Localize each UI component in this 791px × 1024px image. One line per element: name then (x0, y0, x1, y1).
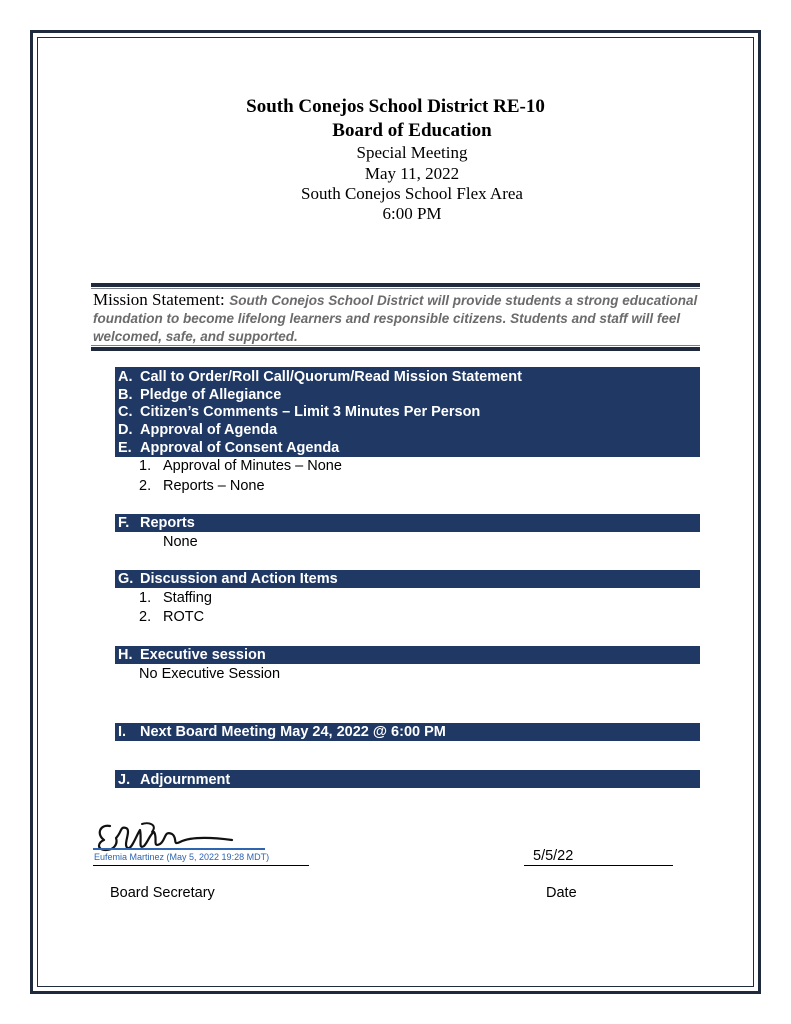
agenda-item-h: H. Executive session (118, 647, 266, 663)
meeting-date: May 11, 2022 (364, 164, 460, 183)
agenda-item-b: B. Pledge of Allegiance (118, 387, 282, 403)
mission-rule-bottom (91, 347, 700, 351)
agenda-e-sub-1: 1. Approval of Minutes – None (139, 458, 342, 474)
board-secretary-label: Board Secretary (110, 885, 215, 901)
mission-statement (93, 291, 703, 346)
agenda-item-c: C. Citizen’s Comments – Limit 3 Minutes Per Person (118, 404, 481, 420)
agenda-item-e: E. Approval of Consent Agenda (118, 440, 340, 456)
agenda-item-i: I. Next Board Meeting May 24, 2022 @ 6:00 PM (118, 724, 446, 740)
signature-caption: Eufemia Martinez (May 5, 2022 19:28 MDT) (94, 852, 270, 862)
date-line (524, 865, 673, 866)
agenda-bar-f (115, 514, 700, 532)
agenda-f-sub: None (163, 534, 198, 550)
agenda-item-g: G. Discussion and Action Items (118, 571, 338, 587)
mission-rule-top (91, 283, 700, 287)
agenda-item-d: D. Approval of Agenda (118, 422, 278, 438)
agenda-item-f: F. Reports (118, 515, 195, 531)
agenda-e-sub-2: 2. Reports – None (139, 478, 265, 494)
signature-line (93, 865, 309, 866)
board-title: Board of Education (332, 120, 492, 141)
date-label: Date (546, 885, 577, 901)
date-value: 5/5/22 (533, 848, 574, 864)
mission-label: Mission Statement: (93, 290, 225, 309)
agenda-item-a: A. Call to Order/Roll Call/Quorum/Read Mission Statement (118, 369, 522, 385)
district-title: South Conejos School District RE-10 (246, 96, 545, 117)
meeting-type: Special Meeting (356, 143, 468, 162)
agenda-g-sub-1: 1. Staffing (139, 590, 212, 606)
signature-blue-line (93, 848, 265, 850)
meeting-time: 6:00 PM (382, 204, 442, 223)
mission-rule-bottom-thin (91, 345, 700, 346)
meeting-location: South Conejos School Flex Area (301, 184, 523, 203)
mission-text: South Conejos School District will provide students a strong educational foundation to become lifelong learners and responsible citizens. Students and staff will feel welcomed, safe, and supported. (93, 293, 698, 344)
agenda-g-sub-2: 2. ROTC (139, 609, 205, 625)
agenda-item-j: J. Adjournment (118, 772, 231, 788)
mission-rule-top-thin (91, 288, 700, 289)
agenda-h-sub: No Executive Session (139, 666, 281, 682)
